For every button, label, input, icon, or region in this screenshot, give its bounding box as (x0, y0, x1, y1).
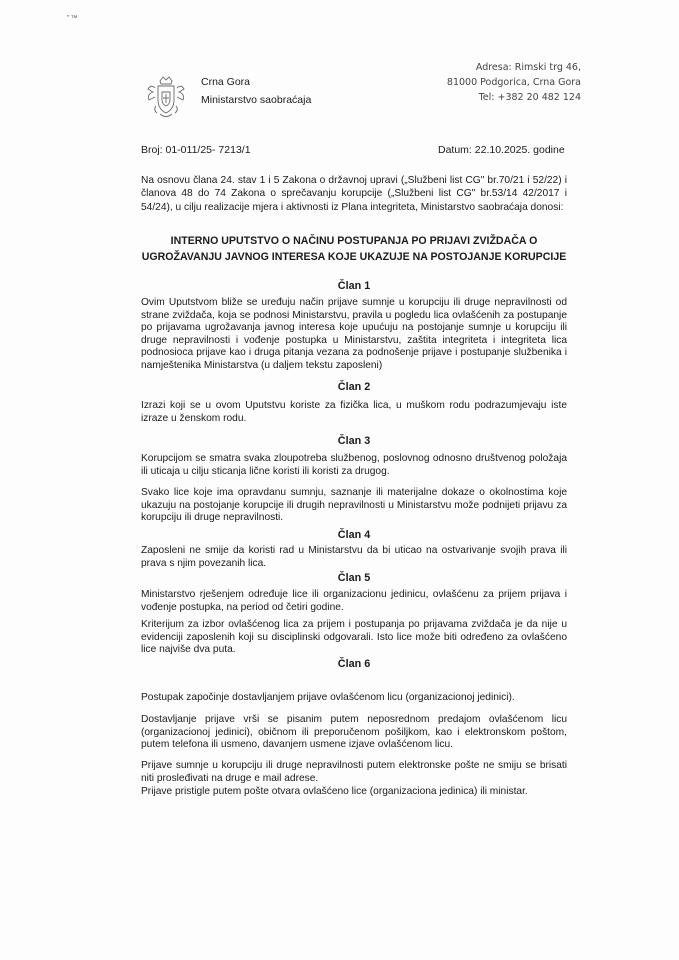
article-4-heading: Član 4 (337, 529, 371, 541)
coat-of-arms-icon (141, 72, 191, 122)
article-6-paragraph-4: Prijave pristigle putem pošte otvara ovlašćeno lice (organizaciona jedinica) ili ministar. (141, 786, 528, 797)
address-phone: Tel: +382 20 482 124 (478, 92, 581, 103)
article-5-paragraph-2: Kriterijum za izbor ovlašćenog lica za prijem i postupanja po prijavama zviždača je da nije u evidenciji zaposlenih koji su disciplinski odgovarali. Isto lice može biti određeno za ovlašćeno lice najviše dva puta. (141, 619, 567, 655)
article-5-heading: Član 5 (337, 572, 371, 584)
article-1-paragraph-1: Ovim Uputstvom bliže se uređuju način prijave sumnje u korupciju ili druge nepravilnosti od strane zviždača, koja se podnosi Ministarstvu, pravila u pogledu lica ovlašćenih za postupanje po prijavama ugrožavanja javnog interesa koje upućuju na postojanje sumnje u korupciju ili druge nepravilnosti i vođenje postupka u Ministarstvu, zaštita integriteta i integriteta lica podnosioca prijave kao i druga pitanja vezana za podnošenje prijave i postupanje službenika i namještenika Ministarstva (u daljem tekstu zaposleni) (141, 297, 567, 371)
reference-number: Broj: 01-011/25- 7213/1 (141, 144, 251, 156)
article-6-paragraph-3: Prijave sumnje u korupciju ili druge nepravilnosti putem elektronske pošte ne smiju se brisati niti prosleđivati na druge e mail adrese. (141, 760, 567, 784)
corner-mark: "™ (67, 15, 79, 22)
article-6-paragraph-1: Postupak započinje dostavljanjem prijave ovlašćenom licu (organizacionoj jedinici). (141, 692, 515, 703)
article-6-paragraph-2: Dostavljanje prijave vrši se pisanim putem neposrednom predajom ovlašćenom licu (organizacionoj jedinici), običnom ili preporučenom pošiljkom, kao i elektronskom poštom, putem telefona ili usmeno, davanjem usmene izjave ovlašćenom licu. (141, 714, 567, 750)
article-2-heading: Član 2 (337, 381, 371, 393)
article-2-paragraph-1: Izrazi koji se u ovom Uputstvu koriste za fizička lica, u muškom rodu podrazumjevaju iste izraze u ženskom rodu. (141, 400, 567, 424)
org-country: Crna Gora (201, 76, 251, 88)
article-4-paragraph-1: Zaposleni ne smije da koristi rad u Ministarstvu da bi uticao na ostvarivanje svojih prava ili prava s njim povezanih lica. (141, 545, 567, 569)
article-5-paragraph-1: Ministarstvo rješenjem određuje lice ili organizacionu jedinicu, ovlašćenu za prijem prijava i vođenje postupka, na period od četiri godine. (141, 589, 567, 613)
article-6-heading: Član 6 (337, 658, 371, 670)
article-3-paragraph-2: Svako lice koje ima opravdanu sumnju, saznanje ili materijalne dokaze o okolnostima koje ukazuju na postojanje korupcije ili drugih nepravilnosti u Ministarstvu može podnijeti prijavu za korupciju ili druge nepravilnosti. (141, 487, 567, 523)
org-ministry: Ministarstvo saobraćaja (201, 94, 312, 106)
article-3-heading: Član 3 (337, 435, 371, 447)
address-block (447, 60, 581, 105)
document-date: Datum: 22.10.2025. godine (438, 144, 565, 156)
preamble: Na osnovu člana 24. stav 1 i 5 Zakona o državnoj upravi („Službeni list CG" br.70/21 i 52/22) i članova 48 do 74 Zakona o sprečavanju korupcije („Službeni list CG" br.53/14 42/2017 i 54/24), u cilju realizacije mjera i aktivnosti iz Plana integriteta, Ministarstvo saobraćaja donosi: (141, 175, 567, 213)
organization-block (201, 73, 311, 109)
address-city: 81000 Podgorica, Crna Gora (446, 77, 581, 88)
article-3-paragraph-1: Korupcijom se smatra svaka zloupotreba službenog, poslovnog odnosno društvenog položaja ili uticaja u cilju sticanja lične koristi ili koristi za drugog. (141, 453, 567, 477)
article-1-heading: Član 1 (337, 280, 371, 292)
address-line: Adresa: Rimski trg 46, (475, 62, 581, 73)
document-title: INTERNO UPUTSTVO O NAČINU POSTUPANJA PO PRIJAVI ZVIŽDAČA O UGROŽAVANJU JAVNOG INTERESA KOJE UKAZUJE NA POSTOJANJE KORUPCIJE (141, 235, 567, 263)
